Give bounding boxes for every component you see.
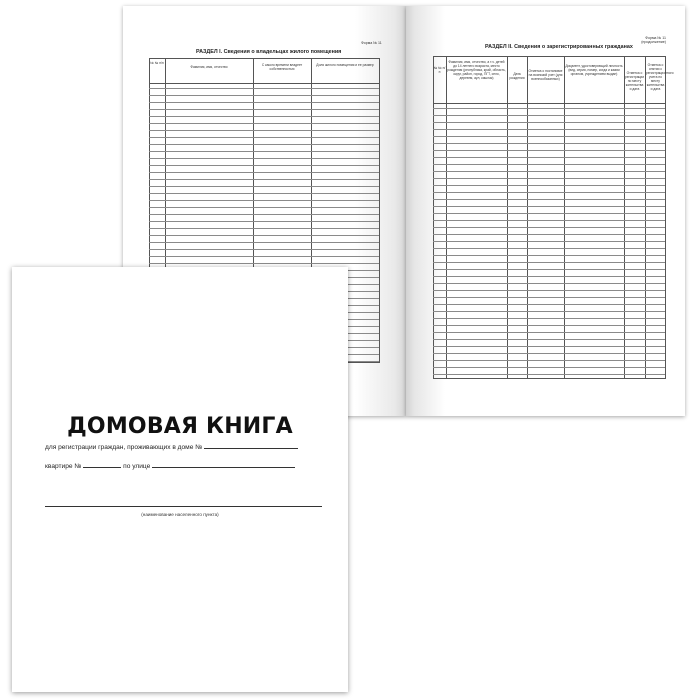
house-number-blank (204, 442, 298, 449)
apartment-label: квартире № (45, 463, 82, 470)
column-header: Фамилия, имя, отчество, а т.ч. детей до 14 летнего возраста, место рождения (республика, край, область, округ, район, город, ПГТ, село, деревня, аул, кишлак) (447, 60, 506, 80)
cover-line-street (45, 461, 295, 470)
column-header: Документ, удостоверяющий личность (вид, серия, номер, когда и каким органом, учреждением выдан) (565, 64, 623, 76)
column-header: Отметка о снятии с регистрационного учета по месту жительства и дата (646, 63, 674, 91)
column-header: Отметка о постановке на воинский учет (для военнообязанных) (528, 69, 563, 81)
apartment-number-blank (83, 461, 121, 468)
form-label: Форма № 11 (361, 41, 382, 45)
locality-blank (45, 506, 322, 507)
cover-title: ДОМОВАЯ КНИГА (67, 414, 293, 439)
column-header: Отметка о регистрации по месту жительства и дата (625, 71, 645, 91)
street-name-blank (152, 461, 295, 468)
column-header: № № п/п (433, 66, 446, 74)
column-header: С какого времени владеет собственностью (261, 63, 303, 71)
column-header: № № п/п (150, 61, 164, 65)
section-title: РАЗДЕЛ II. Сведения о зарегистрированных гражданах (485, 44, 633, 50)
table-header (433, 56, 674, 104)
street-label: по улице (123, 463, 151, 470)
column-header: Дата рождения (509, 72, 525, 80)
right-page (406, 6, 685, 416)
form-label: Форма № 11 (продолжение) (641, 36, 666, 44)
house-label: для регистрации граждан, проживающих в доме № (45, 444, 203, 451)
book-cover (12, 267, 348, 692)
table-rows (433, 102, 665, 379)
registered-table (433, 56, 674, 379)
section-title: РАЗДЕЛ I. Сведения о владельцах жилого помещения (196, 49, 342, 55)
cover-line-house (45, 442, 298, 451)
column-header: Фамилия, имя, отчество (190, 65, 228, 69)
locality-caption: (наименование населенного пункта) (141, 512, 219, 517)
column-header: Доля жилого помещения и ее размер (316, 63, 374, 67)
table-header (149, 58, 379, 84)
